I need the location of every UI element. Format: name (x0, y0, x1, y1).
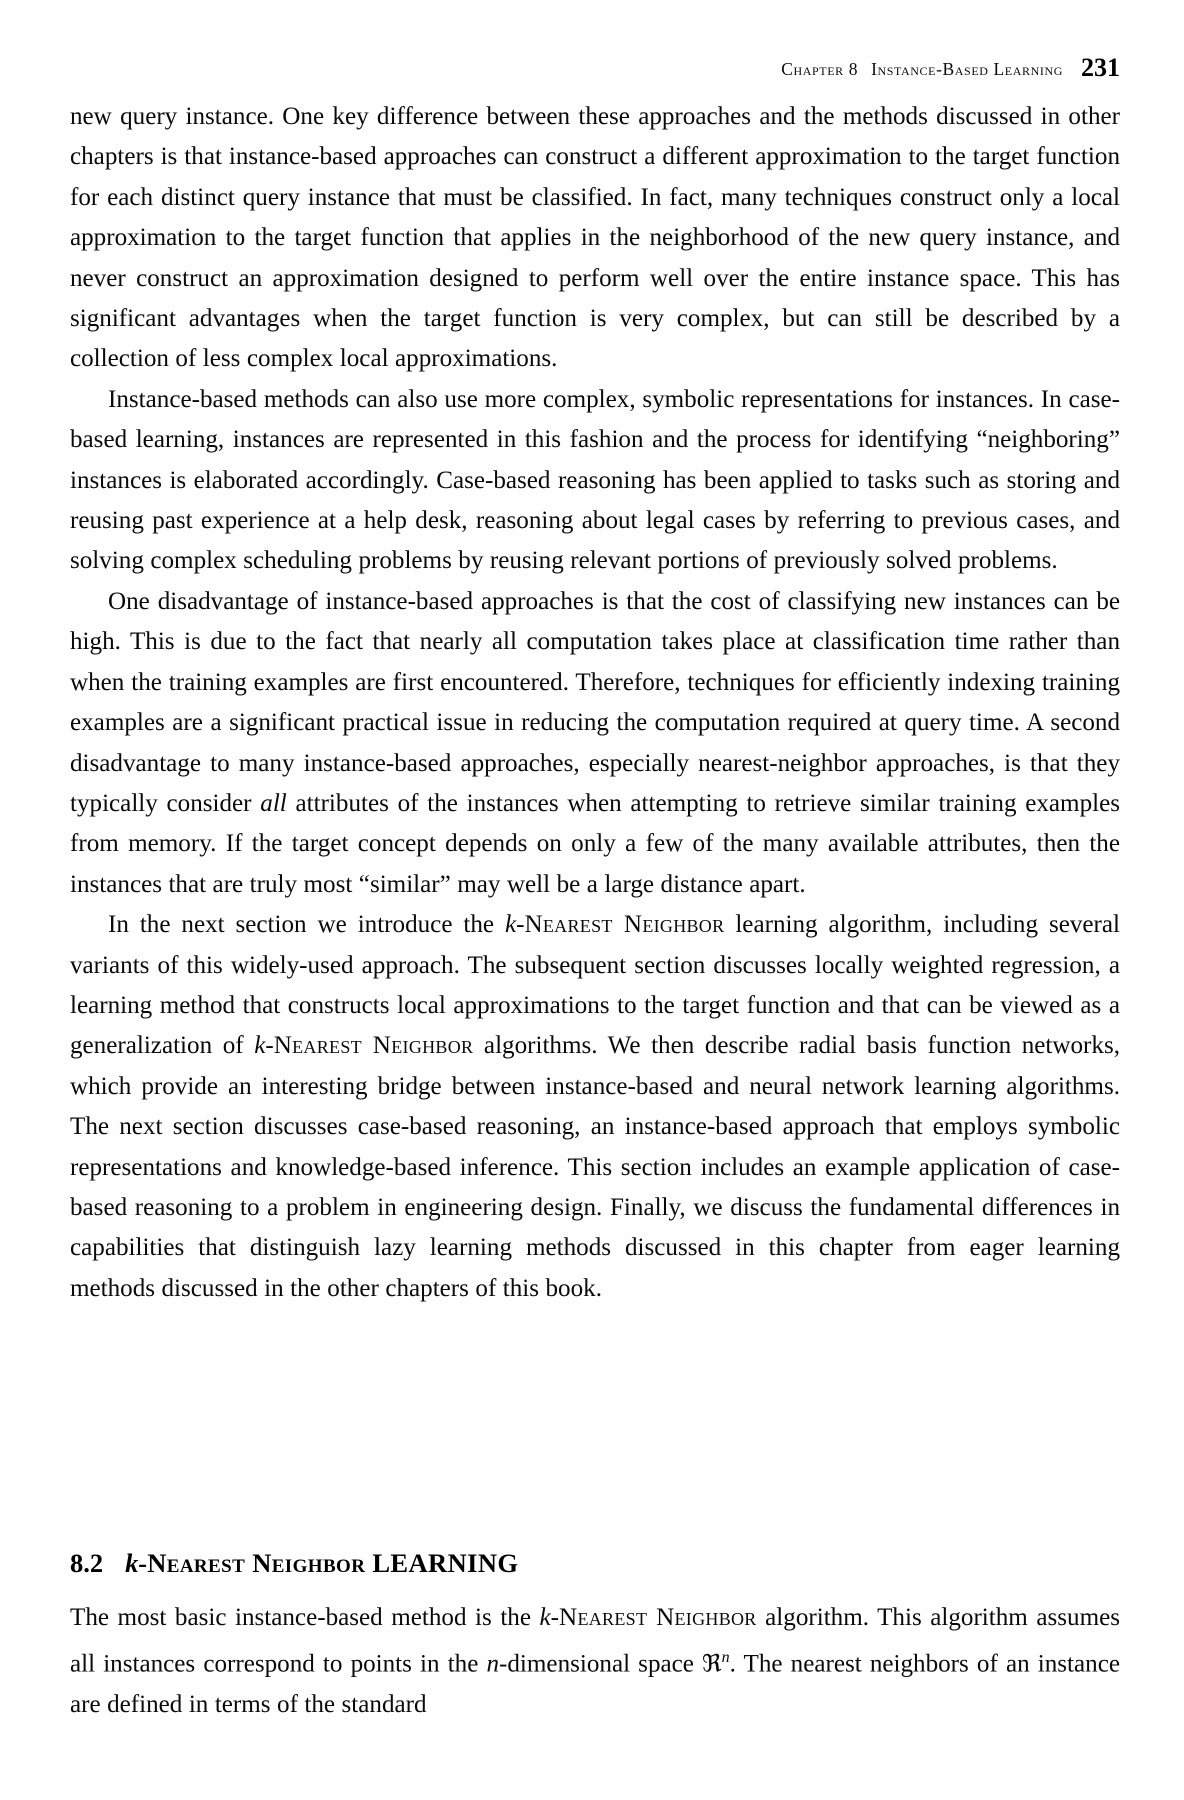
section-title-caps-text: LEARNING (372, 1547, 519, 1578)
section-title-learning (365, 1548, 518, 1578)
running-head-chapter-title: Instance-Based Learning (871, 59, 1063, 79)
paragraph-4-part-b: learning algorithm, including several variants of this widely-used approach. The subsequent section discusses locally weighted regression, a learning method that constructs local approximations to the target function and that can be viewed as a generalization of (70, 911, 1120, 1060)
section-title-k-prefix: k- (125, 1547, 148, 1578)
emphasis-all: all (260, 789, 287, 817)
paragraph-next-section-overview (70, 905, 1120, 1309)
closing-part-d: . The nearest neighbors of an instance are defined in terms of the standard (70, 1650, 1120, 1719)
section-intro-paragraph (70, 1598, 1120, 1726)
algorithm-name-nearest-neighbor-2: Nearest Neighbor (273, 1032, 474, 1060)
variable-n: n (486, 1650, 500, 1678)
algorithm-name-nearest-neighbor-1: Nearest Neighbor (524, 911, 725, 939)
closing-part-a: The most basic instance-based method is the (70, 1604, 540, 1631)
paragraph-continuation: new query instance. One key difference between these approaches and the methods discussed in other chapters is that instance-based approaches can construct a different approximation to the target function for each distinct query instance that must be classified. In fact, many techniques construct only a local approximation to the target function that applies in the neighborhood of the new query instance, and never construct an approximation designed to perform well over the entire instance space. This has significant advantages when the target function is very complex, but can still be described by a collection of less complex local approximations. (70, 103, 1120, 373)
section-heading-8-2 (70, 1548, 1120, 1579)
section-number: 8.2 (70, 1547, 104, 1578)
real-numbers-exponent: n (721, 1649, 730, 1667)
closing-part-b: algorithm. This algorithm assumes all instances correspond to points in the (70, 1604, 1120, 1678)
algorithm-k-prefix-2: k- (254, 1032, 274, 1060)
paragraph-3-part-b: attributes of the instances when attempting to retrieve similar training examples from memory. If the target concept depends on only a few of the many available attributes, then the instances that are truly most “similar” may well be a large distance apart. (70, 789, 1120, 898)
section-title-smallcaps: Nearest Neighbor (147, 1547, 366, 1578)
section-intro-paragraph-wrapper (70, 1598, 1120, 1726)
paragraph-one-disadvantage (70, 582, 1120, 905)
paragraph-4-part-c: algorithms. We then describe radial basis function networks, which provide an interesting bridge between instance-based and neural network learning algorithms. The next section discusses case-based reasoning, an instance-based approach that employs symbolic representations and knowledge-based inference. This section includes an example application of case-based reasoning to a problem in engineering design. Finally, we discuss the fundamental differences in capabilities that distinguish lazy learning methods discussed in this chapter from eager learning methods discussed in the other chapters of this book. (70, 1032, 1120, 1302)
real-numbers-symbol: ℜ (702, 1649, 722, 1678)
algorithm-k-prefix-1: k- (504, 911, 525, 939)
paragraph-instance-based-methods: Instance-based methods can also use more complex, symbolic representations for instances. In case-based learning, instances are represented in this fashion and the process for identifying “neighboring” instances is elaborated accordingly. Case-based reasoning has been applied to tasks such as storing and reusing past experience at a help desk, reasoning about legal cases by referring to previous cases, and solving complex scheduling problems by reusing relevant portions of previously solved problems. (70, 385, 1120, 575)
body-text-column (70, 97, 1120, 1309)
closing-algorithm-k-prefix: k- (539, 1604, 560, 1631)
paragraph-4-part-a: In the next section we introduce the (108, 911, 505, 939)
running-head (70, 52, 1120, 82)
running-head-chapter: Chapter 8 (781, 59, 859, 79)
closing-part-c: -dimensional space (499, 1650, 703, 1678)
page-number: 231 (1081, 53, 1120, 82)
paragraph-3-part-a: One disadvantage of instance-based approaches is that the cost of classifying new instances can be high. This is due to the fact that nearly all computation takes place at classification time rather than when the training examples are first encountered. Therefore, techniques for efficiently indexing training examples are a significant practical issue in reducing the computation required at query time. A second disadvantage to many instance-based approaches, especially nearest-neighbor approaches, is that they typically consider (70, 587, 1120, 817)
closing-algorithm-name: Nearest Neighbor (559, 1604, 757, 1631)
